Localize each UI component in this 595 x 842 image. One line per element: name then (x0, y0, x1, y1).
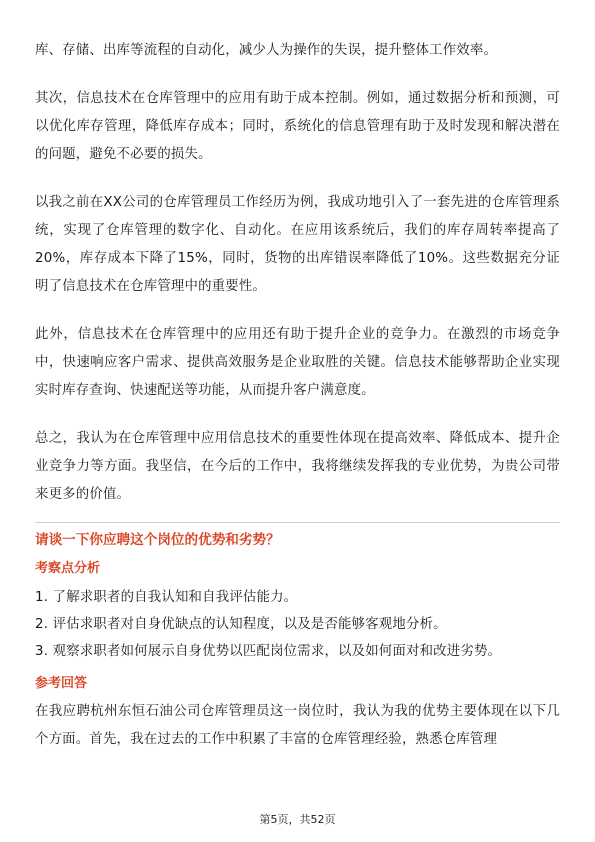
reference-answer-text: 在我应聘杭州东恒石油公司仓库管理员这一岗位时，我认为我的优势主要体现在以下几个方面。首先，我在过去的工作中积累了丰富的仓库管理经验，熟悉仓库管理 (35, 704, 560, 747)
reference-answer-title: 参考回答 (35, 676, 88, 691)
list-item: 1. 了解求职者的自我认知和自我评估能力。 (35, 590, 298, 605)
analysis-list (35, 584, 560, 665)
section-divider (35, 522, 560, 523)
body-paragraph-3: 以我之前在XX公司的仓库管理员工作经历为例，我成功地引入了一套先进的仓库管理系统，实现了仓库管理的数字化、自动化。在应用该系统后，我们的库存周转率提高了20%，库存成本下降了15%，同时，货物的出库错误率降低了10%。这些数据充分证明了信息技术在仓库管理中的重要性。 (35, 195, 560, 294)
body-paragraph-5: 总之，我认为在仓库管理中应用信息技术的重要性体现在提高效率、降低成本、提升企业竞争力等方面。我坚信，在今后的工作中，我将继续发挥我的专业优势，为贵公司带来更多的价值。 (35, 431, 560, 502)
body-paragraph-1: 库、存储、出库等流程的自动化，减少人为操作的失误，提升整体工作效率。 (35, 43, 498, 58)
body-paragraph-2: 其次，信息技术在仓库管理中的应用有助于成本控制。例如，通过数据分析和预测，可以优化库存管理，降低库存成本；同时，系统化的信息管理有助于及时发现和解决潜在的问题，避免不必要的损失。 (35, 91, 560, 162)
page-number: 第5页，共52页 (259, 813, 336, 826)
list-item: 2. 评估求职者对自身优缺点的认知程度，以及是否能够客观地分析。 (35, 617, 447, 632)
body-paragraph-4: 此外，信息技术在仓库管理中的应用还有助于提升企业的竞争力。在激烈的市场竞争中，快速响应客户需求、提供高效服务是企业取胜的关键。信息技术能够帮助企业实现实时库存查询、快速配送等功能，从而提升客户满意度。 (35, 327, 560, 398)
analysis-title: 考察点分析 (35, 561, 101, 576)
page-content (35, 37, 560, 754)
interview-question: 请谈一下你应聘这个岗位的优势和劣势？ (35, 532, 280, 548)
list-item: 3. 观察求职者如何展示自身优势以匹配岗位需求，以及如何面对和改进劣势。 (35, 644, 502, 659)
